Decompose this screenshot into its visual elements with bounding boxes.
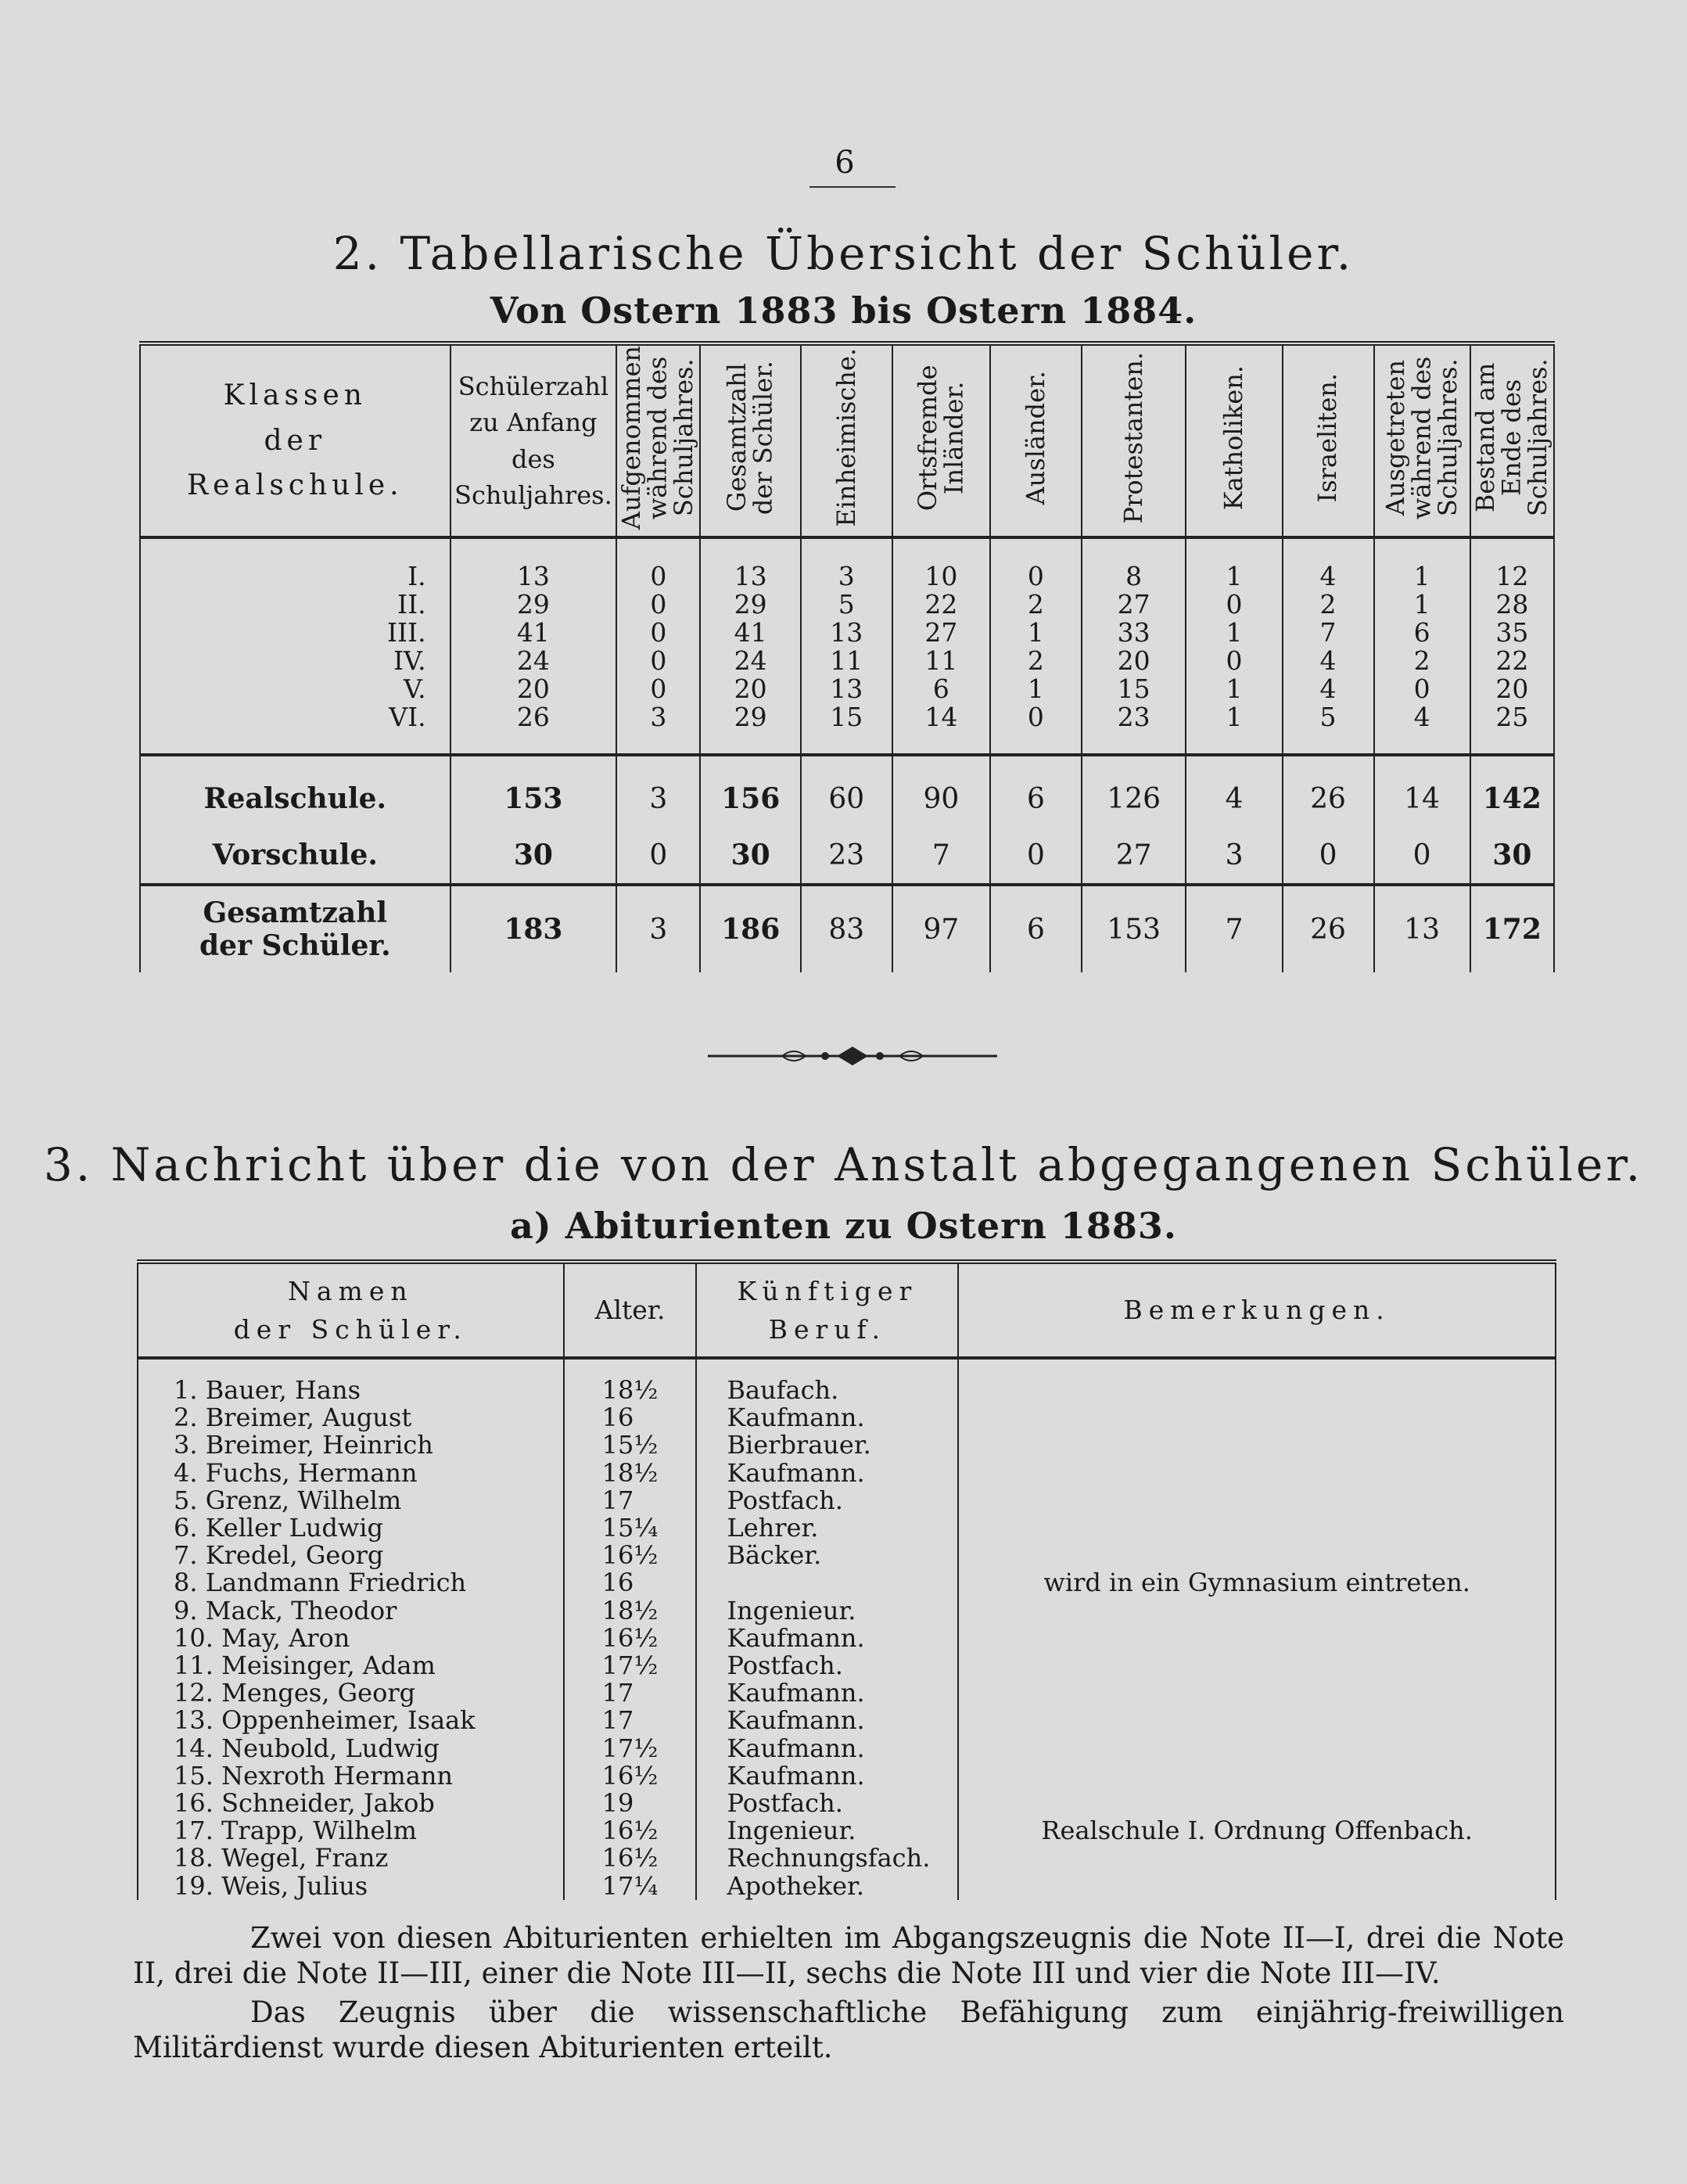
- table-row: [140, 619, 1554, 647]
- table-row: [140, 647, 1554, 675]
- table-cell: 4: [1283, 675, 1374, 703]
- table-cell: 1: [1186, 675, 1282, 703]
- table-cell: 20: [1082, 647, 1186, 675]
- table-cell: 27: [892, 619, 990, 647]
- student-age: 16: [564, 1404, 697, 1431]
- table-cell: 20: [700, 675, 800, 703]
- table-row: [138, 1845, 1556, 1872]
- student-remark: [958, 1873, 1556, 1900]
- grand-total-cell: 13: [1374, 885, 1470, 972]
- total-cell: 0: [616, 827, 700, 885]
- header-ortsfremde: Ortsfremde Inländer.: [892, 343, 990, 537]
- header-row: [138, 1262, 1556, 1358]
- table-cell: 1: [990, 675, 1082, 703]
- table-cell: 2: [990, 647, 1082, 675]
- student-name: 10. May, Aron: [138, 1625, 564, 1652]
- student-age: 18½: [564, 1597, 697, 1625]
- table-row: [138, 1707, 1556, 1734]
- table-cell: 29: [700, 703, 800, 755]
- table-cell: 27: [1082, 591, 1186, 619]
- grand-total-cell: 7: [1186, 885, 1282, 972]
- table-cell: 3: [801, 537, 892, 591]
- table-row: [138, 1652, 1556, 1679]
- grand-total-cell: 26: [1283, 885, 1374, 972]
- student-profession: Kaufmann.: [696, 1707, 958, 1734]
- student-remark: [958, 1679, 1556, 1707]
- table-cell: 10: [892, 537, 990, 591]
- header-protestanten: Protestanten.: [1082, 343, 1186, 537]
- table-cell: 25: [1470, 703, 1554, 755]
- student-age: 15½: [564, 1431, 697, 1459]
- table-row: [138, 1735, 1556, 1762]
- student-remark: [958, 1358, 1556, 1404]
- paragraph-grades: Zwei von diesen Abiturienten erhielten im Abgangszeugnis die Note II—I, drei die Note II, drei die Note II—III, einer die Note III—II, sechs die Note III und vier die Note III—IV.: [133, 1921, 1564, 1990]
- table-row: [140, 675, 1554, 703]
- header-bemerkungen: Bemerkungen.: [958, 1262, 1556, 1358]
- total-cell: 30: [700, 827, 800, 885]
- table-cell: 35: [1470, 619, 1554, 647]
- student-overview-table: [139, 341, 1555, 972]
- student-remark: [958, 1652, 1556, 1679]
- grand-total-cell: 3: [616, 885, 700, 972]
- table-cell: 0: [616, 647, 700, 675]
- student-name: 5. Grenz, Wilhelm: [138, 1487, 564, 1514]
- student-name: 2. Breimer, August: [138, 1404, 564, 1431]
- header-gesamtzahl: Gesamtzahl der Schüler.: [700, 343, 800, 537]
- table-cell: 1: [1374, 591, 1470, 619]
- table-cell: 22: [892, 591, 990, 619]
- table-cell: 2: [990, 591, 1082, 619]
- table-cell: 0: [990, 703, 1082, 755]
- student-remark: [958, 1404, 1556, 1431]
- student-age: 17: [564, 1487, 697, 1514]
- table-cell: 0: [616, 537, 700, 591]
- total-cell: 27: [1082, 827, 1186, 885]
- grand-total-cell: 153: [1082, 885, 1186, 972]
- header-alter: Alter.: [564, 1262, 697, 1358]
- header-klassen: Klassen der Realschule.: [140, 343, 450, 537]
- student-name: 1. Bauer, Hans: [138, 1358, 564, 1404]
- table-cell: 20: [1470, 675, 1554, 703]
- table-cell: 11: [892, 647, 990, 675]
- student-age: 16½: [564, 1762, 697, 1790]
- table-cell: 8: [1082, 537, 1186, 591]
- table-cell: 7: [1283, 619, 1374, 647]
- student-profession: Bäcker.: [696, 1542, 958, 1569]
- header-aufgenommen: Aufgenommen während des Schuljahres.: [616, 343, 700, 537]
- section2-title: 2. Tabellarische Übersicht der Schüler.: [332, 227, 1355, 280]
- table-cell: 1: [1186, 537, 1282, 591]
- student-name: 16. Schneider, Jakob: [138, 1790, 564, 1817]
- table-cell: 24: [450, 647, 617, 675]
- class-label: II.: [140, 591, 450, 619]
- table-row: [138, 1542, 1556, 1569]
- table-row: [138, 1431, 1556, 1459]
- table-cell: 2: [1374, 647, 1470, 675]
- student-remark: [958, 1487, 1556, 1514]
- grand-total-cell: 6: [990, 885, 1082, 972]
- table-cell: 0: [1186, 647, 1282, 675]
- student-profession: Lehrer.: [696, 1514, 958, 1542]
- table-cell: 6: [892, 675, 990, 703]
- section2-subtitle: Von Ostern 1883 bis Ostern 1884.: [490, 289, 1197, 332]
- student-age: 16½: [564, 1845, 697, 1872]
- paragraph-certificate: Das Zeugnis über die wissenschaftliche Befähigung zum einjährig-freiwilligen Militärdienst wurde diesen Abiturienten erteilt.: [133, 1995, 1564, 2064]
- student-name: 4. Fuchs, Hermann: [138, 1460, 564, 1487]
- student-profession: Postfach.: [696, 1652, 958, 1679]
- table-cell: 0: [616, 591, 700, 619]
- student-name: 15. Nexroth Hermann: [138, 1762, 564, 1790]
- table-cell: 1: [1186, 703, 1282, 755]
- table-row: [138, 1762, 1556, 1790]
- table-cell: 41: [700, 619, 800, 647]
- header-israeliten: Israeliten.: [1283, 343, 1374, 537]
- table-cell: 15: [1082, 675, 1186, 703]
- student-remark: [958, 1790, 1556, 1817]
- student-profession: Kaufmann.: [696, 1460, 958, 1487]
- student-age: 18½: [564, 1358, 697, 1404]
- total-cell: 0: [990, 827, 1082, 885]
- header-bestand: Bestand am Ende des Schuljahres.: [1470, 343, 1554, 537]
- total-row: [140, 755, 1554, 827]
- student-name: 19. Weis, Julius: [138, 1873, 564, 1900]
- header-namen: Namen der Schüler.: [138, 1262, 564, 1358]
- table-row: [140, 591, 1554, 619]
- section3-subtitle: a) Abiturienten zu Ostern 1883.: [510, 1205, 1177, 1247]
- table-row: [138, 1404, 1556, 1431]
- student-profession: Kaufmann.: [696, 1762, 958, 1790]
- total-cell: 3: [616, 755, 700, 827]
- table-cell: 2: [1283, 591, 1374, 619]
- student-profession: Postfach.: [696, 1790, 958, 1817]
- table-cell: 15: [801, 703, 892, 755]
- student-age: 16: [564, 1569, 697, 1597]
- table-cell: 22: [1470, 647, 1554, 675]
- header-schuelerzahl: Schülerzahl zu Anfang des Schuljahres.: [450, 343, 617, 537]
- student-profession: Ingenieur.: [696, 1597, 958, 1625]
- grand-total-cell: 83: [801, 885, 892, 972]
- student-name: 6. Keller Ludwig: [138, 1514, 564, 1542]
- total-cell: 0: [1283, 827, 1374, 885]
- class-label: III.: [140, 619, 450, 647]
- table-cell: 0: [616, 619, 700, 647]
- grand-total-cell: 183: [450, 885, 617, 972]
- student-profession: Kaufmann.: [696, 1404, 958, 1431]
- table-cell: 13: [700, 537, 800, 591]
- table-cell: 12: [1470, 537, 1554, 591]
- table-cell: 13: [801, 619, 892, 647]
- table-row: [138, 1487, 1556, 1514]
- header-einheimische: Einheimische.: [801, 343, 892, 537]
- student-profession: Baufach.: [696, 1358, 958, 1404]
- total-cell: 156: [700, 755, 800, 827]
- total-row: [140, 827, 1554, 885]
- class-label: I.: [140, 537, 450, 591]
- section3-title: 3. Nachricht über die von der Anstalt abgegangenen Schüler.: [43, 1138, 1644, 1191]
- table-cell: 13: [450, 537, 617, 591]
- table-row: [138, 1514, 1556, 1542]
- table-row: [138, 1790, 1556, 1817]
- total-cell: 90: [892, 755, 990, 827]
- student-name: 13. Oppenheimer, Isaak: [138, 1707, 564, 1734]
- grand-total-label: Gesamtzahl der Schüler.: [140, 885, 450, 972]
- grand-total-row: [140, 885, 1554, 972]
- table-cell: 29: [450, 591, 617, 619]
- total-cell: 126: [1082, 755, 1186, 827]
- table-row: [138, 1597, 1556, 1625]
- student-profession: [696, 1569, 958, 1597]
- table-cell: 14: [892, 703, 990, 755]
- student-remark: Realschule I. Ordnung Offenbach.: [958, 1817, 1556, 1845]
- student-remark: [958, 1735, 1556, 1762]
- total-cell: 153: [450, 755, 617, 827]
- table-row: [138, 1817, 1556, 1845]
- table-cell: 0: [1186, 591, 1282, 619]
- table-row: [138, 1625, 1556, 1652]
- student-name: 3. Breimer, Heinrich: [138, 1431, 564, 1459]
- student-name: 17. Trapp, Wilhelm: [138, 1817, 564, 1845]
- table-cell: 6: [1374, 619, 1470, 647]
- total-cell: 6: [990, 755, 1082, 827]
- student-remark: [958, 1762, 1556, 1790]
- student-profession: Rechnungsfach.: [696, 1845, 958, 1872]
- table-cell: 0: [1374, 675, 1470, 703]
- student-age: 15¼: [564, 1514, 697, 1542]
- student-name: 12. Menges, Georg: [138, 1679, 564, 1707]
- student-profession: Kaufmann.: [696, 1735, 958, 1762]
- student-remark: [958, 1625, 1556, 1652]
- grand-total-cell: 172: [1470, 885, 1554, 972]
- abiturienten-table: [137, 1259, 1556, 1900]
- student-age: 17: [564, 1679, 697, 1707]
- table-cell: 1: [990, 619, 1082, 647]
- grand-total-cell: 186: [700, 885, 800, 972]
- table-cell: 24: [700, 647, 800, 675]
- student-remark: [958, 1460, 1556, 1487]
- table-cell: 4: [1374, 703, 1470, 755]
- student-age: 17: [564, 1707, 697, 1734]
- total-label: Vorschule.: [140, 827, 450, 885]
- student-name: 9. Mack, Theodor: [138, 1597, 564, 1625]
- total-cell: 142: [1470, 755, 1554, 827]
- header-row: [140, 343, 1554, 537]
- table-cell: 1: [1374, 537, 1470, 591]
- student-name: 11. Meisinger, Adam: [138, 1652, 564, 1679]
- table-cell: 13: [801, 675, 892, 703]
- student-age: 16½: [564, 1542, 697, 1569]
- student-age: 19: [564, 1790, 697, 1817]
- student-age: 16½: [564, 1625, 697, 1652]
- total-label: Realschule.: [140, 755, 450, 827]
- student-profession: Bierbrauer.: [696, 1431, 958, 1459]
- table-cell: 0: [990, 537, 1082, 591]
- table-cell: 4: [1283, 537, 1374, 591]
- total-cell: 3: [1186, 827, 1282, 885]
- student-name: 18. Wegel, Franz: [138, 1845, 564, 1872]
- header-ausgetreten: Ausgetreten während des Schuljahres.: [1374, 343, 1470, 537]
- table-cell: 26: [450, 703, 617, 755]
- table-cell: 5: [801, 591, 892, 619]
- student-remark: [958, 1542, 1556, 1569]
- total-cell: 7: [892, 827, 990, 885]
- divider-ornament: [708, 1040, 997, 1072]
- student-age: 17½: [564, 1652, 697, 1679]
- class-label: VI.: [140, 703, 450, 755]
- total-cell: 60: [801, 755, 892, 827]
- student-remark: [958, 1514, 1556, 1542]
- student-profession: Postfach.: [696, 1487, 958, 1514]
- table-row: [138, 1358, 1556, 1404]
- page-number-rule: [809, 186, 896, 188]
- table-row: [138, 1569, 1556, 1597]
- table-row: [140, 537, 1554, 591]
- table-cell: 0: [616, 675, 700, 703]
- header-auslaender: Ausländer.: [990, 343, 1082, 537]
- total-cell: 0: [1374, 827, 1470, 885]
- table-cell: 20: [450, 675, 617, 703]
- table-row: [138, 1460, 1556, 1487]
- student-profession: Kaufmann.: [696, 1625, 958, 1652]
- table-row: [138, 1679, 1556, 1707]
- student-profession: Apotheker.: [696, 1873, 958, 1900]
- student-age: 18½: [564, 1460, 697, 1487]
- student-profession: Kaufmann.: [696, 1679, 958, 1707]
- total-cell: 30: [1470, 827, 1554, 885]
- student-remark: [958, 1597, 1556, 1625]
- total-cell: 23: [801, 827, 892, 885]
- student-age: 16½: [564, 1817, 697, 1845]
- class-label: V.: [140, 675, 450, 703]
- class-label: IV.: [140, 647, 450, 675]
- student-name: 8. Landmann Friedrich: [138, 1569, 564, 1597]
- table-cell: 3: [616, 703, 700, 755]
- grand-total-cell: 97: [892, 885, 990, 972]
- student-age: 17½: [564, 1735, 697, 1762]
- student-remark: [958, 1431, 1556, 1459]
- page-number: 6: [835, 145, 855, 181]
- student-age: 17¼: [564, 1873, 697, 1900]
- table-cell: 4: [1283, 647, 1374, 675]
- header-katholiken: Katholiken.: [1186, 343, 1282, 537]
- student-remark: wird in ein Gymnasium eintreten.: [958, 1569, 1556, 1597]
- total-cell: 30: [450, 827, 617, 885]
- table-cell: 41: [450, 619, 617, 647]
- table-cell: 28: [1470, 591, 1554, 619]
- student-remark: [958, 1707, 1556, 1734]
- student-name: 7. Kredel, Georg: [138, 1542, 564, 1569]
- total-cell: 26: [1283, 755, 1374, 827]
- total-cell: 4: [1186, 755, 1282, 827]
- table-cell: 23: [1082, 703, 1186, 755]
- header-beruf: Künftiger Beruf.: [696, 1262, 958, 1358]
- student-name: 14. Neubold, Ludwig: [138, 1735, 564, 1762]
- student-remark: [958, 1845, 1556, 1872]
- total-cell: 14: [1374, 755, 1470, 827]
- table-cell: 5: [1283, 703, 1374, 755]
- table-cell: 29: [700, 591, 800, 619]
- student-profession: Ingenieur.: [696, 1817, 958, 1845]
- table-cell: 33: [1082, 619, 1186, 647]
- table-cell: 1: [1186, 619, 1282, 647]
- table-row: [140, 703, 1554, 755]
- table-row: [138, 1873, 1556, 1900]
- table-cell: 11: [801, 647, 892, 675]
